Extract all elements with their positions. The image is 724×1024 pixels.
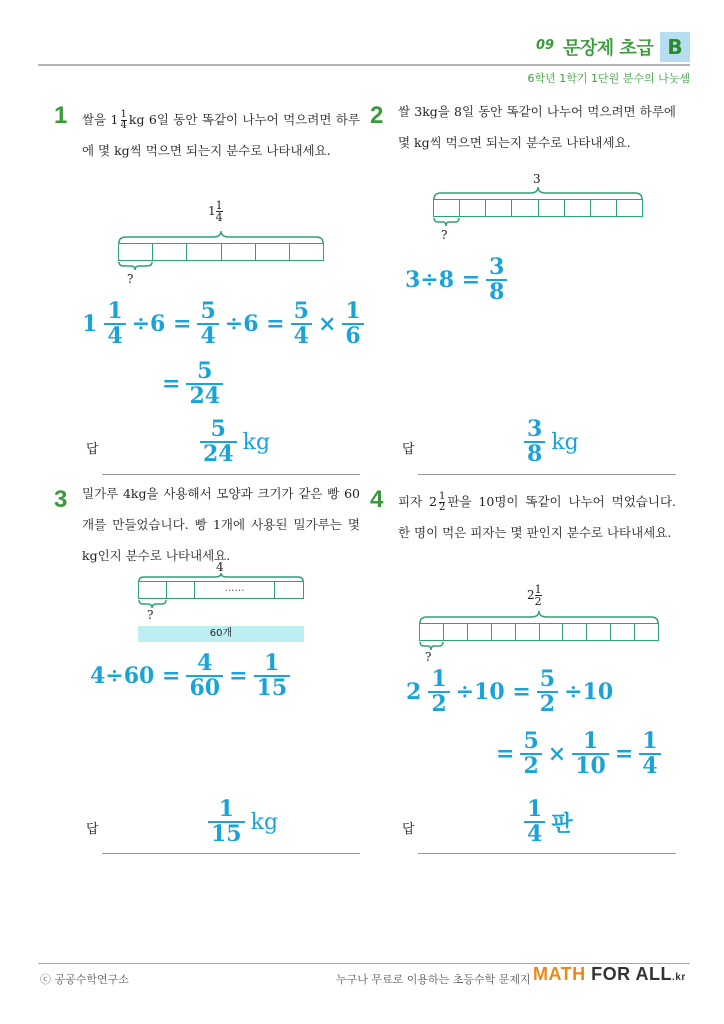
brand-kr: .kr	[672, 972, 686, 983]
diagram-top-label: 2 $\frac{1}{2}$	[527, 583, 542, 608]
problem-2-answer: 3 8 kg	[522, 418, 579, 466]
problem-2-answer-line	[418, 474, 676, 475]
brand-logo	[533, 964, 686, 985]
top-brace-icon	[419, 610, 659, 624]
brand-math: MATH	[533, 964, 586, 984]
tape-ellipsis: ……	[195, 582, 275, 598]
chapter-number: 09	[536, 38, 555, 53]
problem-3-answer: 1 15 kg	[206, 798, 278, 846]
brand-for: FOR	[591, 964, 631, 984]
footer-tagline: 누구나 무료로 이용하는 초등수학 문제지	[336, 973, 531, 986]
problem-1-work-line1: 1 $\frac{1}{4}$ ÷6 = $\frac{5}{4}$ ÷6 = $\frac{5}{4}$ × $\frac{1}{6}$	[82, 300, 366, 348]
problem-1-answer: 5 24 kg	[198, 418, 270, 466]
tape-bar	[118, 243, 324, 261]
problem-3-work: 4÷60 = $\frac{4}{60}$ = $\frac{1}{15}$	[90, 652, 292, 700]
problem-3-answer-label: 답	[86, 822, 99, 837]
problem-4-text: 피자 2 $\frac{1}{2}$ 판을 10명이 똑같이 나누어 먹었습니다. 한 명이 먹은 피자는 몇 판인지 분수로 나타내세요.	[398, 491, 677, 540]
problem-1-number: 1	[54, 102, 68, 129]
level-badge: B	[660, 32, 690, 62]
problem-3-answer-line	[102, 853, 360, 854]
count-bar: 60개	[138, 626, 304, 642]
tape-bar	[433, 199, 643, 217]
problem-3-number: 3	[54, 486, 68, 513]
diagram-bottom-label: ?	[147, 608, 154, 622]
tape-bar	[138, 581, 304, 599]
problem-1-answer-line	[102, 474, 360, 475]
tape-bar	[419, 623, 659, 641]
page-subtitle: 6학년 1학기 1단원 분수의 나눗셈	[527, 72, 690, 85]
problem-4-answer: 1 4 판	[522, 798, 573, 846]
brand-all: ALL	[635, 964, 673, 984]
top-brace-icon	[118, 230, 324, 244]
top-brace-icon	[433, 186, 643, 200]
problem-1-answer-label: 답	[86, 442, 99, 457]
header-divider	[38, 64, 690, 66]
problem-4-answer-line	[418, 853, 676, 854]
problem-1-text: 쌀을 1 $\frac{1}{4}$ kg 6일 동안 똑같이 나누어 먹으려면 하루에 몇 kg씩 먹으면 되는지 분수로 나타내세요.	[82, 109, 360, 158]
problem-4-number: 4	[370, 486, 384, 513]
footer-copyright: ⓒ 공공수학연구소	[40, 973, 129, 986]
bottom-brace-icon	[433, 217, 461, 227]
problem-4-work-line1: 2 $\frac{1}{2}$ ÷10 = $\frac{5}{2}$ ÷10	[406, 666, 614, 718]
bottom-brace-icon	[118, 261, 154, 271]
problem-2-text: 쌀 3kg을 8일 동안 똑같이 나누어 먹으려면 하루에 몇 kg씩 먹으면 되는지 분수로 나타내세요.	[398, 104, 676, 150]
problem-3-text: 밀가루 4kg을 사용해서 모양과 크기가 같은 빵 60개를 만들었습니다. 빵 1개에 사용된 밀가루는 몇 kg인지 분수로 나타내세요.	[82, 486, 360, 563]
problem-4-answer-label: 답	[402, 822, 415, 837]
problem-2-answer-label: 답	[402, 442, 415, 457]
problem-2-work: 3÷8 = $\frac{3}{8}$	[405, 256, 509, 304]
problem-2-number: 2	[370, 102, 384, 129]
bottom-brace-icon	[419, 641, 445, 651]
diagram-top-label: 3	[533, 172, 541, 186]
problem-4-work-line2: = $\frac{5}{2}$ × $\frac{1}{10}$ = $\frac{1}{4}$	[496, 730, 663, 778]
diagram-top-label: 1 $\frac{1}{4}$	[208, 199, 223, 224]
problem-1-work-line2: = $\frac{5}{24}$	[162, 360, 225, 408]
diagram-top-label: 4	[216, 560, 224, 574]
page-title: 문장제 초급	[563, 38, 654, 59]
diagram-bottom-label: ?	[441, 228, 448, 242]
diagram-bottom-label: ?	[425, 650, 432, 664]
diagram-bottom-label: ?	[127, 272, 134, 286]
